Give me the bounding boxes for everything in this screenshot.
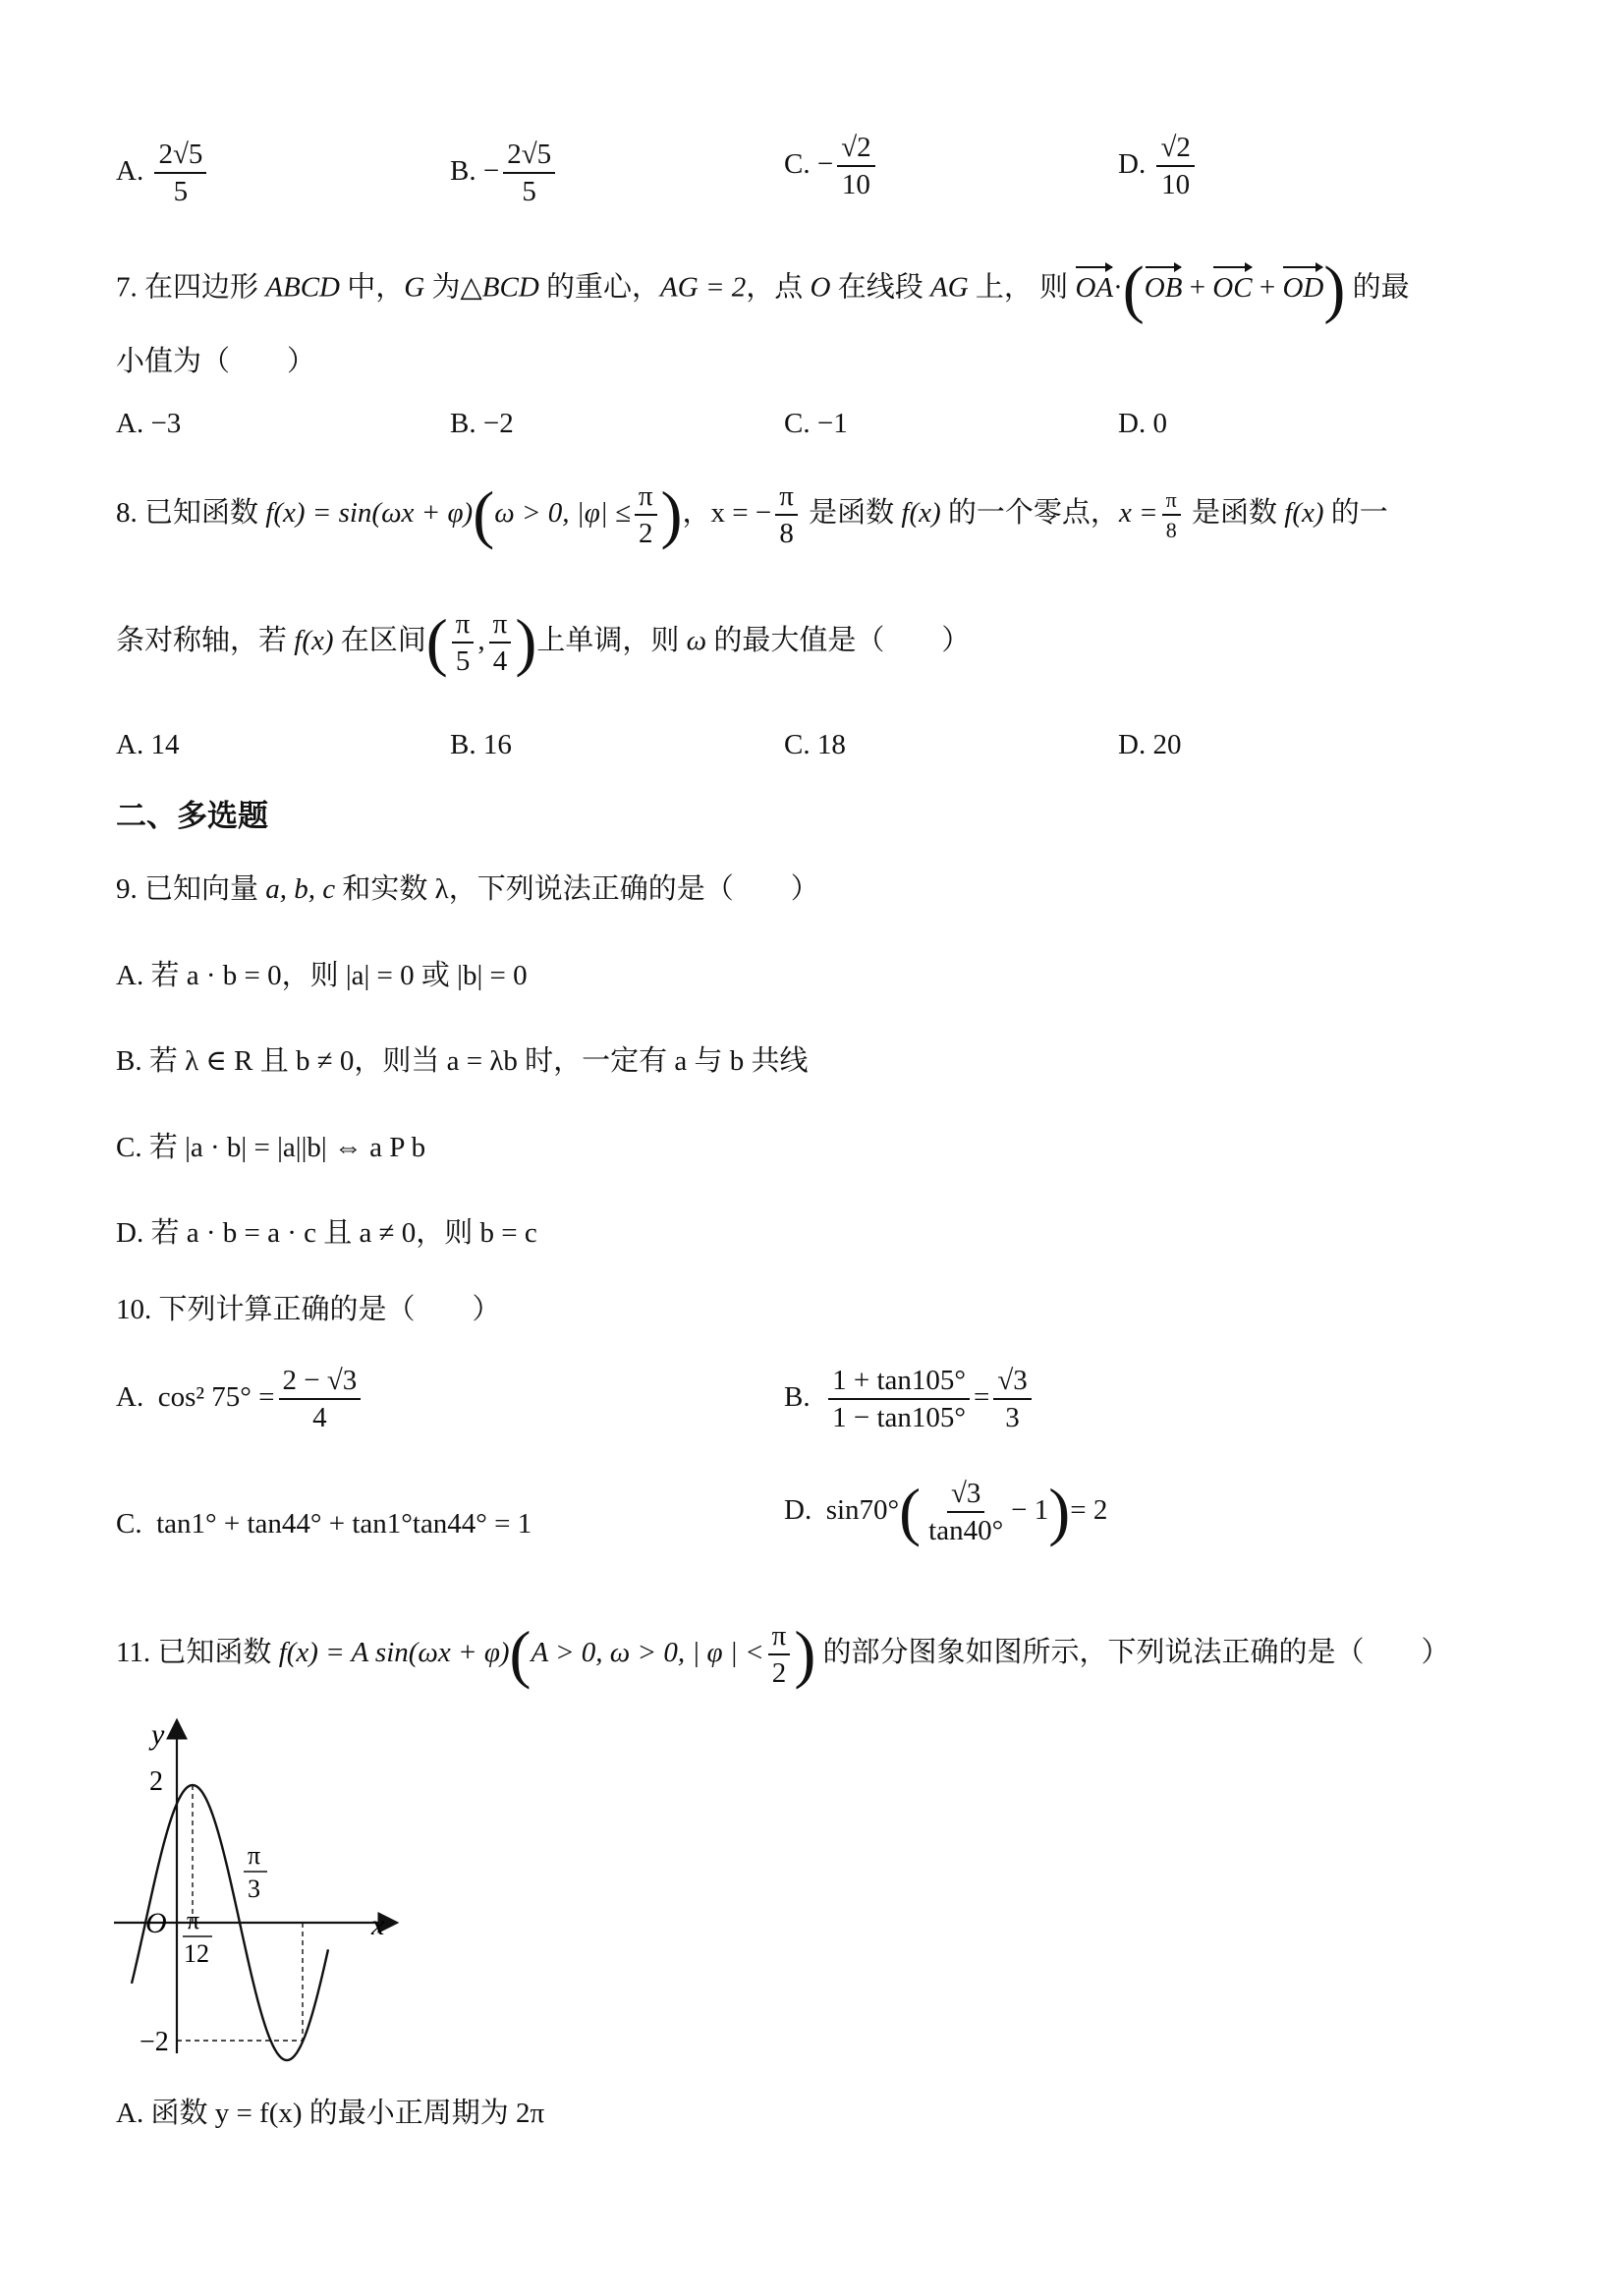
q8-pi-over-2: $\frac{\pi}{2}$ bbox=[635, 481, 657, 549]
q10-stem: 10. 下列计算正确的是（ ） bbox=[116, 1294, 501, 1325]
q10-option-a: A. cos² 75° = $\frac{2 - √3}{4}$ bbox=[116, 1366, 364, 1433]
q7-stem-line2: 小值为（ ） bbox=[116, 346, 316, 377]
tick-pi-12-den: 12 bbox=[184, 1939, 209, 1968]
q8-option-a: A. 14 bbox=[116, 729, 180, 760]
q10-b-lhs-fraction: $\frac{1 + \tan 105^\circ}{1 - \tan 105^\circ}$ bbox=[828, 1366, 970, 1433]
y-min-label: −2 bbox=[140, 2027, 169, 2057]
q8-pi-over-4: $\frac{\pi}{4}$ bbox=[489, 609, 512, 677]
q8-stem-line2: 条对称轴，若 f(x) 在区间( $\frac{\pi}{5}$ , $\frac{\pi}{4}$ )上单调，则 ω 的最大值是（ ） bbox=[116, 606, 971, 679]
q9-option-d: D. 若 a · b = a · c 且 a ≠ 0，则 b = c bbox=[116, 1217, 537, 1249]
q9-stem: 9. 已知向量 a, b, c 和实数 λ，下列说法正确的是（ ） bbox=[116, 873, 819, 905]
q9-option-c: C. 若 |a · b| = |a||b| ⇔ a P b bbox=[116, 1132, 426, 1163]
q7-option-c: C. −1 bbox=[784, 408, 848, 439]
q11-option-a: A. 函数 y = f(x) 的最小正周期为 2π bbox=[116, 2098, 545, 2129]
q6-d-fraction: $\frac{√2}{10}$ bbox=[1156, 133, 1194, 200]
q7-option-a: A. −3 bbox=[116, 408, 182, 439]
tick-pi-3-den: 3 bbox=[248, 1875, 260, 1903]
q8-option-d: D. 20 bbox=[1118, 729, 1182, 760]
q10-d-fraction: $\frac{√3}{\tan 40^\circ}$ bbox=[928, 1478, 1004, 1547]
q8-pi-over-8: $\frac{\pi}{8}$ bbox=[1162, 488, 1181, 541]
q6-option-d: D. $\frac{√2}{10}$ bbox=[1118, 133, 1199, 200]
q6-b-fraction: $\frac{2√5}{5}$ bbox=[503, 140, 555, 207]
x-axis-label: x bbox=[371, 1909, 385, 1941]
y-axis-label: y bbox=[151, 1718, 165, 1751]
q6-option-a: A. $\frac{2√5}{5}$ bbox=[116, 140, 210, 207]
q6-option-c: C. − $\frac{√2}{10}$ bbox=[784, 133, 879, 200]
q7-option-b: B. −2 bbox=[450, 408, 514, 439]
q10-a-fraction: $\frac{2 - √3}{4}$ bbox=[279, 1366, 362, 1433]
q11-pi-over-2: $\frac{\pi}{2}$ bbox=[768, 1621, 791, 1689]
q6-option-b: B. − $\frac{2√5}{5}$ bbox=[450, 140, 559, 207]
section-multiple-choice-heading: 二、多选题 bbox=[116, 799, 268, 833]
q10-option-c: C. tan1° + tan44° + tan1°tan44° = 1 bbox=[116, 1508, 532, 1540]
tick-pi-3-num: π bbox=[248, 1841, 261, 1870]
q6-a-fraction: $\frac{2√5}{5}$ bbox=[154, 140, 206, 207]
q11-stem: 11. 已知函数 f(x) = A sin(ωx + φ)(A > 0, ω > 0, | φ | < $\frac{\pi}{2}$ ) 的部分图象如图所示，下列说法正确的是（ ） bbox=[116, 1618, 1450, 1691]
q8-option-b: B. 16 bbox=[450, 729, 512, 760]
q9-option-a: A. 若 a · b = 0，则 |a| = 0 或 |b| = 0 bbox=[116, 960, 528, 991]
q9-option-b: B. 若 λ ∈ R 且 b ≠ 0，则当 a = λb 时，一定有 a 与 b 共线 bbox=[116, 1045, 809, 1077]
y-max-label: 2 bbox=[149, 1766, 163, 1797]
q10-option-d: D. sin70°( $\frac{√3}{\tan 40^\circ}$ − 1)= 2 bbox=[784, 1476, 1108, 1548]
q10-option-b: B. $\frac{1 + \tan 105^\circ}{1 - \tan 105^\circ}$ = $\frac{√3}{3}$ bbox=[784, 1366, 1035, 1433]
q8-stem: 8. 已知函数 f(x) = sin(ωx + φ)(ω > 0, |φ| ≤ $\frac{\pi}{2}$ )，x = − $\frac{\pi}{8}$ 是函数 f(x) 的一个零点，x = $\frac{\pi}{8}$ 是函数 f(x) 的一 bbox=[116, 478, 1388, 551]
q7-stem: 7. 在四边形 ABCD 中，G 为△BCD 的重心，AG = 2，点 O 在线段 AG 上， 则 OA·(OB + OC + OD) 的最 bbox=[116, 253, 1410, 325]
sine-graph bbox=[110, 1714, 405, 2068]
q8-pi-over-8-neg: $\frac{\pi}{8}$ bbox=[775, 481, 798, 549]
q8-pi-over-5: $\frac{\pi}{5}$ bbox=[452, 609, 475, 677]
q8-option-c: C. 18 bbox=[784, 729, 846, 760]
q7-option-d: D. 0 bbox=[1118, 408, 1167, 439]
origin-label: O bbox=[145, 1907, 167, 1939]
tick-pi-12-num: π bbox=[187, 1906, 200, 1934]
q10-b-rhs-fraction: $\frac{√3}{3}$ bbox=[993, 1366, 1031, 1433]
q6-c-fraction: $\frac{√2}{10}$ bbox=[837, 133, 874, 200]
